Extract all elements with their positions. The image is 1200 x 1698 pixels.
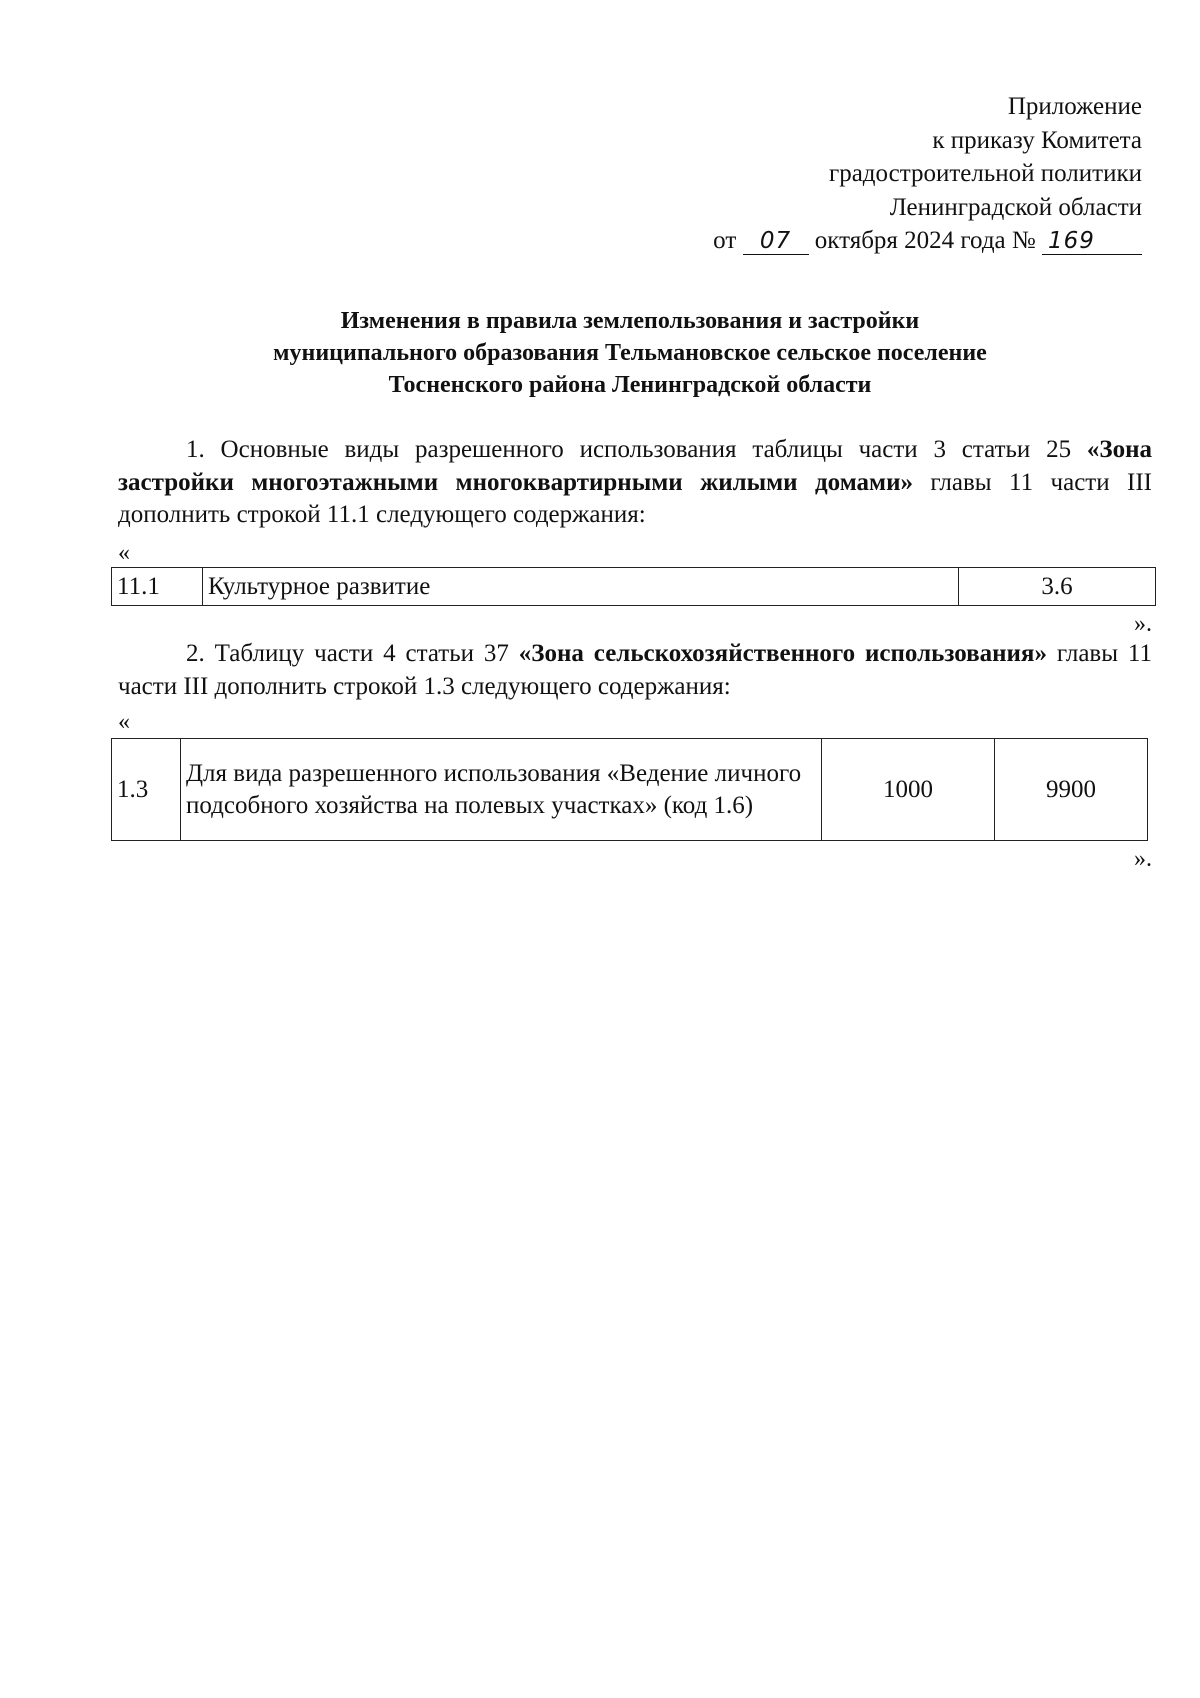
paragraph-item-2 (118, 638, 1152, 703)
header-line-4: Ленинградской области (889, 193, 1142, 221)
table-2-row-max-area: 9900 (995, 739, 1148, 841)
table-1 (111, 567, 1156, 606)
item-1-text-start: 1. Основные виды разрешенного использования таблицы части 3 статьи 25 (186, 436, 1072, 463)
handwritten-day: 07 (743, 228, 809, 255)
title-line-3: Тосненского района Ленинградской области (388, 372, 872, 398)
item-2-text-end: главы 11 части III дополнить строкой 1.3 следующего содержания: (118, 640, 1153, 700)
title-line-2: муниципального образования Тельмановское сельское поселение (273, 340, 987, 366)
document-title (110, 305, 1150, 401)
table-row (112, 739, 1148, 841)
header-line-3: градостроительной политики (828, 160, 1142, 187)
table-2-close-quote: ». (1134, 846, 1152, 872)
paragraph-item-1 (118, 434, 1152, 532)
table-1-close-quote: ». (1134, 611, 1152, 637)
item-2-text-start: 2. Таблицу части 4 статьи 37 (186, 640, 509, 667)
table-2 (111, 738, 1148, 841)
table-row (112, 568, 1156, 606)
table-2-row-number: 1.3 (112, 739, 181, 841)
header-line-1: Приложение (1007, 93, 1142, 120)
table-1-row-code: 3.6 (959, 568, 1156, 606)
item-1-zone-name: «Зона застройки многоэтажными многоквартирными жилыми домами» (118, 436, 1153, 496)
item-1-text-end: главы 11 части III дополнить строкой 11.1 следующего содержания: (118, 468, 1152, 528)
order-date-line (713, 224, 1142, 258)
item-2-zone-name: «Зона сельскохозяйственного использования» (518, 640, 1047, 667)
table-1-row-description: Культурное развитие (203, 568, 959, 606)
table-1-open-quote: « (118, 540, 130, 566)
appendix-header (713, 90, 1142, 258)
table-2-row-description: Для вида разрешенного использования «Ведение личного подсобного хозяйства на полевых участках» (код 1.6) (181, 739, 822, 841)
table-2-open-quote: « (118, 709, 130, 735)
header-line-2: к приказу Комитета (932, 126, 1142, 154)
table-1-row-number: 11.1 (112, 568, 203, 606)
handwritten-order-number: 169 (1042, 228, 1142, 255)
table-2-row-min-area: 1000 (822, 739, 995, 841)
date-prefix: от (713, 227, 737, 254)
date-middle: октября 2024 года № (814, 227, 1036, 254)
title-line-1: Изменения в правила землепользования и застройки (340, 308, 920, 334)
